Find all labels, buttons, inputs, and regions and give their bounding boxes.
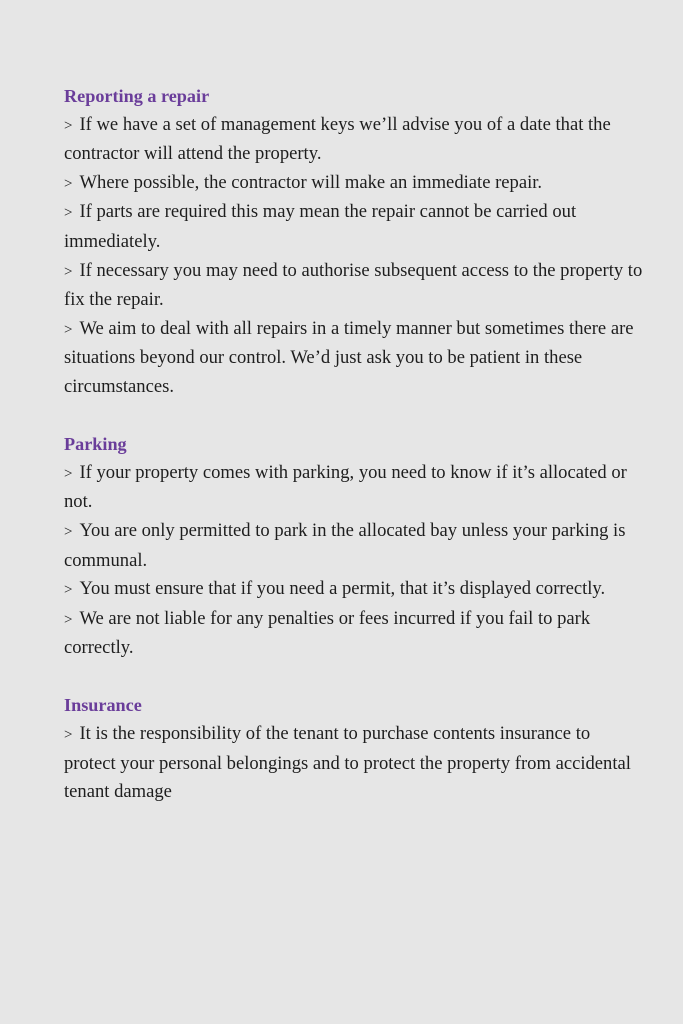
chevron-right-icon: > [64, 117, 73, 134]
list-item [64, 720, 644, 807]
chevron-right-icon: > [64, 465, 73, 482]
section-insurance [64, 691, 644, 806]
list-item [64, 459, 644, 517]
list-item [64, 111, 644, 169]
section-reporting-a-repair [64, 82, 644, 402]
list-item-text: You must ensure that if you need a permit, that it’s displayed correctly. [79, 578, 606, 600]
chevron-right-icon: > [64, 175, 73, 192]
section-heading: Insurance [64, 695, 142, 716]
list-item-text: If we have a set of management keys we’ll advise you of a date that the contractor will attend the property. [64, 113, 611, 165]
list-item [64, 315, 644, 402]
list-item [64, 257, 644, 315]
chevron-right-icon: > [64, 727, 73, 744]
list-item-text: We aim to deal with all repairs in a timely manner but sometimes there are situations beyond our control. We’d just ask you to be patient in these circumstances. [64, 317, 634, 397]
list-item-text: If your property comes with parking, you need to know if it’s allocated or not. [64, 461, 627, 513]
list-item-text: Where possible, the contractor will make an immediate repair. [79, 171, 543, 193]
list-item [64, 575, 644, 605]
chevron-right-icon: > [64, 611, 73, 628]
list-item-text: If parts are required this may mean the repair cannot be carried out immediately. [64, 201, 577, 252]
list-item-text: If necessary you may need to authorise subsequent access to the property to fix the repair. [64, 259, 643, 311]
list-item [64, 605, 644, 663]
chevron-right-icon: > [64, 582, 73, 599]
list-item-text: We are not liable for any penalties or fees incurred if you fail to park correctly. [64, 607, 591, 659]
list-item-text: You are only permitted to park in the allocated bay unless your parking is communal. [64, 519, 626, 571]
chevron-right-icon: > [64, 263, 73, 280]
list-item-text: It is the responsibility of the tenant to purchase contents insurance to protect your personal belongings and to protect the property from accidental tenant damage [64, 723, 631, 803]
chevron-right-icon: > [64, 523, 73, 540]
list-item [64, 517, 644, 575]
section-heading: Parking [64, 434, 127, 455]
chevron-right-icon: > [64, 205, 73, 222]
chevron-right-icon: > [64, 321, 73, 338]
document-body [64, 82, 644, 807]
section-heading: Reporting a repair [64, 86, 210, 106]
list-item [64, 198, 644, 256]
section-parking [64, 430, 644, 663]
list-item [64, 169, 644, 199]
